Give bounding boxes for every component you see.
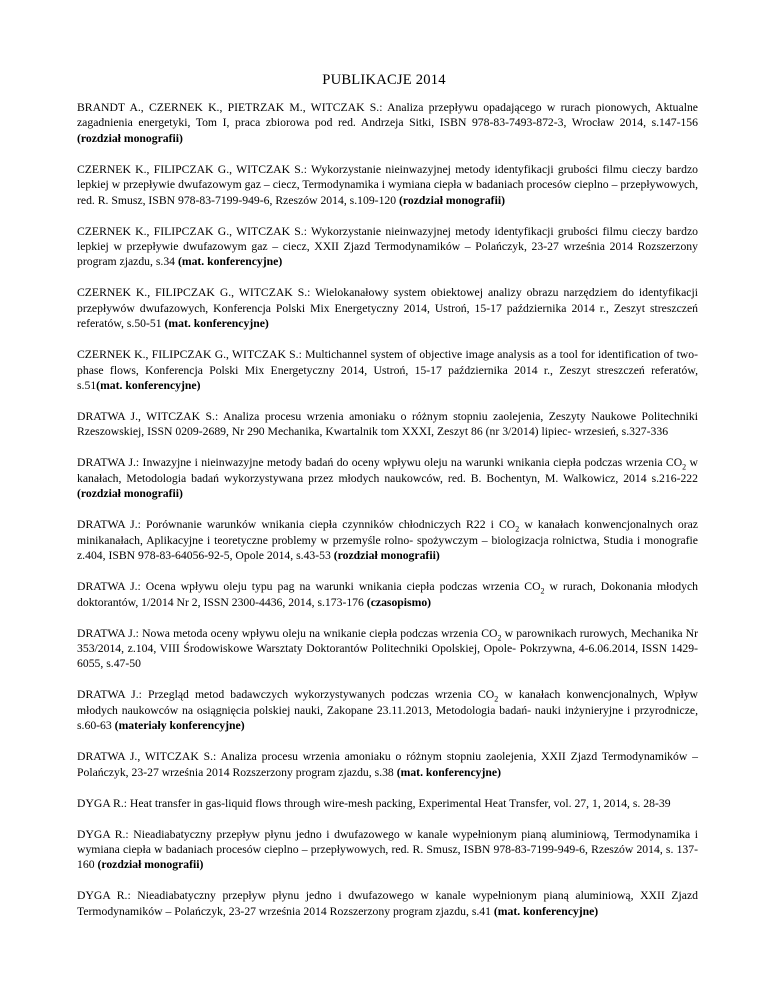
publication-text: DRATWA J., WITCZAK S.: Analiza procesu wrzenia amoniaku o różnym stopniu zaolejenia, XXII Zjazd Termodynamików – Polańczyk, 23-27 września 2014 Rozszerzony program zjazdu, s.38 bbox=[77, 750, 698, 779]
publication-text: DYGA R.: Nieadiabatyczny przepływ płynu jedno i dwufazowego w kanale wypełnionym pianą aluminiową, XXII Zjazd Termodynamików – Polańczyk, 23-27 września 2014 Rozszerzony program zjazdu, s.41 bbox=[77, 889, 698, 918]
publication-text: DRATWA J.: Nowa metoda oceny wpływu oleju na wnikanie ciepła podczas wrzenia CO bbox=[77, 626, 498, 640]
subscript: 2 bbox=[494, 694, 499, 704]
publication-entry bbox=[77, 579, 698, 610]
publication-text: DRATWA J.: Przegląd metod badawczych wykorzystywanych podczas wrzenia CO bbox=[77, 688, 495, 702]
publication-type-tag: (mat. konferencyjne) bbox=[493, 904, 599, 918]
publication-entry bbox=[77, 285, 698, 331]
publication-entry bbox=[77, 162, 698, 208]
publication-type-tag: (rozdział monografii) bbox=[399, 193, 505, 207]
publication-list bbox=[77, 100, 698, 935]
publication-entry bbox=[77, 455, 698, 501]
publication-entry bbox=[77, 888, 698, 919]
publication-entry bbox=[77, 224, 698, 270]
publication-text: CZERNEK K., FILIPCZAK G., WITCZAK S.: Wykorzystanie nieinwazyjnej metody identyfikacji grubości filmu cieczy bardzo lepkiej w przepływie dwufazowym gaz – ciecz, XXII Zjazd Termodynamików – Polańczyk, 23-27 września 2014 Rozszerzony program zjazdu, s.34 bbox=[77, 224, 698, 269]
publication-text: CZERNEK K., FILIPCZAK G., WITCZAK S.: Wielokanałowy system obiektowej analizy obrazu narzędziem do identyfikacji przepływów dwufazowych, Konferencja Polski Mix Energetyczny 2014, Ustroń, 15-17 października 2014 r., Zeszyt streszczeń referatów, s.50-51 bbox=[77, 286, 698, 331]
publication-text: DRATWA J.: Ocena wpływu oleju typu pag na warunki wnikania ciepła podczas wrzenia CO bbox=[77, 580, 541, 594]
publication-text: DRATWA J., WITCZAK S.: Analiza procesu wrzenia amoniaku o różnym stopniu zaolejenia, Zeszyty Naukowe Politechniki Rzeszowskiej, ISSN 0209-2689, Nr 290 Mechanika, Kwartalnik tom XXXI, Zeszyt 86 (nr 3/2014) lipiec- wrzesień, s.327-336 bbox=[77, 410, 698, 439]
publication-type-tag: (mat. konferencyjne) bbox=[96, 379, 201, 393]
publication-text: w kanałach konwencjonalnych, Wpływ młodych naukowców na osiągnięcia polskiej nauki, Zakopane 23.11.2013, Metodologia badań- nauki inżynieryjne i przyrodnicze, s.60-63 bbox=[77, 688, 698, 733]
publication-type-tag: (mat. konferencyjne) bbox=[164, 317, 269, 331]
subscript: 2 bbox=[540, 586, 545, 596]
publication-entry bbox=[77, 827, 698, 873]
publication-type-tag: (rozdział monografii) bbox=[97, 858, 204, 872]
publication-entry bbox=[77, 100, 698, 146]
subscript: 2 bbox=[497, 632, 502, 642]
publication-entry bbox=[77, 796, 698, 811]
subscript: 2 bbox=[682, 462, 687, 472]
publication-entry bbox=[77, 347, 698, 393]
publication-text: w parownikach rurowych, Mechanika Nr 353/2014, z.104, VIII Środowiskowe Warsztaty Doktorantów Politechniki Opolskiej, Opole- Pokrzywna, 4-6.06.2014, ISSN 1429-6055, s.47-50 bbox=[77, 626, 698, 671]
publication-text: CZERNEK K., FILIPCZAK G., WITCZAK S.: Wykorzystanie nieinwazyjnej metody identyfikacji grubości filmu cieczy bardzo lepkiej w przepływie dwufazowym gaz – ciecz, Termodynamika i wymiana ciepła w badaniach procesów cieplno – przepływowych, red. R. Smusz, ISBN 978-83-7199-949-6, Rzeszów 2014, s.109-120 bbox=[77, 162, 698, 207]
publication-entry bbox=[77, 517, 698, 563]
publication-type-tag: (mat. konferencyjne) bbox=[396, 765, 502, 779]
publication-type-tag: (czasopismo) bbox=[366, 595, 432, 609]
publication-type-tag: (mat. konferencyjne) bbox=[177, 255, 283, 269]
publication-entry bbox=[77, 626, 698, 672]
publication-entry bbox=[77, 409, 698, 440]
publication-entry bbox=[77, 749, 698, 780]
publication-text: BRANDT A., CZERNEK K., PIETRZAK M., WITCZAK S.: Analiza przepływu opadającego w rurach pionowych, Aktualne zagadnienia energetyki, Tom I, praca zbiorowa pod red. Andrzeja Sitki, ISBN 978-83-7493-872-3, Wrocław 2014, s.147-156 bbox=[77, 101, 698, 130]
subscript: 2 bbox=[515, 524, 520, 534]
publication-text: CZERNEK K., FILIPCZAK G., WITCZAK S.: Multichannel system of objective image analysis as a tool for identification of two-phase flows, Konferencja Polski Mix Energetyczny 2014, Ustroń, 15-17 października 2014 r., Zeszyt streszczeń referatów, s.51 bbox=[77, 348, 698, 393]
publication-text: w kanałach konwencjonalnych oraz minikanałach, Aplikacyjne i teoretyczne problemy w przemyśle rolno- spożywczym – biologizacja rolnictwa, Studia i monografie z.404, ISBN 978-83-64056-92-5, Opole 2014, s.43-53 bbox=[77, 518, 698, 563]
publication-text: DRATWA J.: Porównanie warunków wnikania ciepła czynników chłodniczych R22 i CO bbox=[77, 518, 516, 532]
publication-text: w rurach, Dokonania młodych doktorantów, 1/2014 Nr 2, ISSN 2300-4436, 2014, s.173-176 bbox=[77, 580, 698, 609]
publication-entry bbox=[77, 687, 698, 733]
publication-type-tag: (rozdział monografii) bbox=[77, 487, 183, 501]
publication-text: DRATWA J.: Inwazyjne i nieinwazyjne metody badań do oceny wpływu oleju na warunki wnikania ciepła podczas wrzenia CO bbox=[77, 456, 683, 470]
publication-type-tag: (rozdział monografii) bbox=[333, 549, 440, 563]
publication-text: DYGA R.: Nieadiabatyczny przepływ płynu jedno i dwufazowego w kanale wypełnionym pianą aluminiową, Termodynamika i wymiana ciepła w badaniach procesów cieplno – przepływowych, red. R. Smusz, ISBN 978-83-7199-949-6, Rzeszów 2014, s. 137-160 bbox=[77, 827, 698, 872]
publication-type-tag: (rozdział monografii) bbox=[77, 131, 183, 145]
publication-type-tag: (materiały konferencyjne) bbox=[114, 719, 245, 733]
publication-text: w kanałach, Metodologia badań wykorzystywana przez młodych naukowców, red. B. Bochentyn, M. Walkowicz, 2014 s.216-222 bbox=[77, 456, 698, 485]
page-title: PUBLIKACJE 2014 bbox=[322, 72, 446, 88]
publication-text: DYGA R.: Heat transfer in gas-liquid flows through wire-mesh packing, Experimental Heat Transfer, vol. 27, 1, 2014, s. 28-39 bbox=[77, 796, 671, 810]
